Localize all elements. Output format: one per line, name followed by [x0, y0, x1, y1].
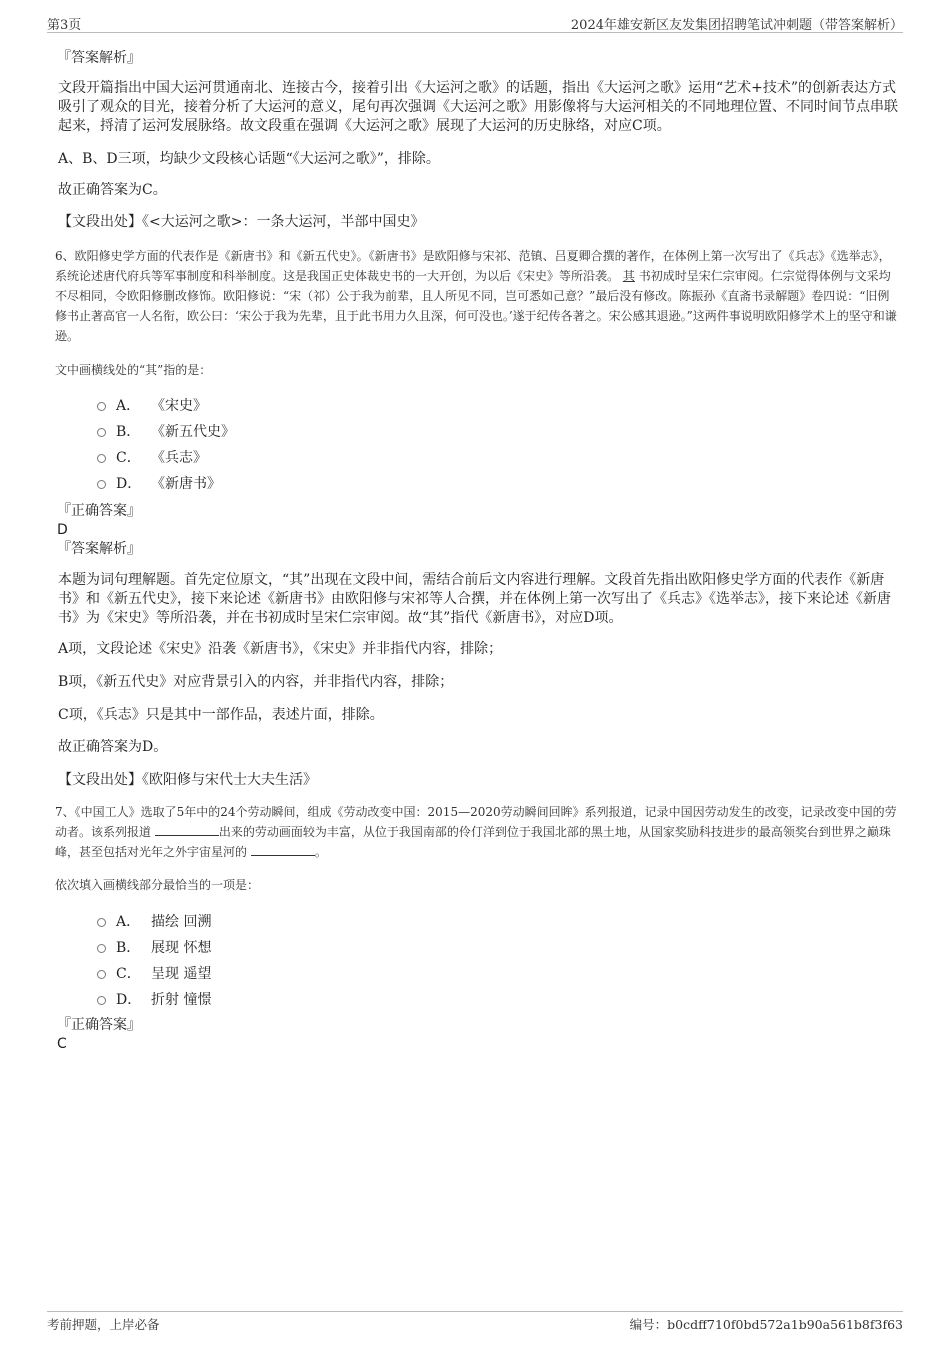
radio-icon[interactable]: [97, 480, 106, 489]
radio-icon[interactable]: [97, 454, 106, 463]
q6-stem: 6、欧阳修史学方面的代表作是《新唐书》和《新五代史》。《新唐书》是欧阳修与宋祁、范镇、吕夏卿合撰的著作，在体例上第一次写出了《兵志》《选举志》，系统论述唐代府兵等军事制度和科举制度。这是我国正史体裁史书的一大开创，为以后《宋史》等所沿袭。 其 书初成时呈宋仁宗审阅。仁宗觉得体例与文采均不尽相同，令欧阳修删改修饰。欧阳修说：“宋（祁）公于我为前辈，且人所见不同，岂可悉如己意？”最后没有修改。陈振孙《直斋书录解题》卷四说：“旧例修书止著高官一人名衔，欧公曰：‘宋公于我为先辈，且于此书用力久且深，何可没也。’遂于纪传各著之。宋公感其退逊。”这两件事说明欧阳修学术上的坚守和谦逊。: [55, 249, 897, 343]
q6-conclusion: 故正确答案为D。: [58, 739, 168, 755]
q7-question: 依次填入画横线部分最恰当的一项是：: [55, 878, 260, 892]
radio-icon[interactable]: [97, 428, 106, 437]
document-code: 编号：b0cdff710f0bd572a1b90a561b8f3f63: [629, 1317, 903, 1332]
q6-c-note: C项，《兵志》只是其中一部作品，表述片面，排除。: [58, 707, 384, 723]
q5-conclusion: 故正确答案为C。: [58, 182, 167, 198]
q6-options: [97, 393, 900, 497]
q5-exclude: A、B、D三项，均缺少文段核心话题“《大运河之歌》”，排除。: [58, 151, 440, 167]
q5-analysis: 文段开篇指出中国大运河贯通南北、连接古今，接着引出《大运河之歌》的话题，指出《大运河之歌》运用“艺术+技术”的创新表达方式吸引了观众的目光，接着分析了大运河的意义，尾句再次强调《大运河之歌》用影像将与大运河相关的不同地理位置、不同时间节点串联起来，捋清了运河发展脉络。故文段重在强调《大运河之歌》展现了大运河的历史脉络，对应C项。: [58, 80, 898, 134]
q7-blank-2: [251, 844, 315, 856]
q7-blank-1: [155, 824, 219, 836]
q7-stem: 7、《中国工人》选取了5年中的24个劳动瞬间，组成《劳动改变中国：2015—2020劳动瞬间回眸》系列报道，记录中国因劳动发生的改变，记录改变中国的劳动者。该系列报道 出来的劳动画面较为丰富，从位于我国南部的伶仃洋到位于我国北部的黑土地，从国家奖励科技进步的最高领奖台到世界之巅珠峰，甚至包括对光年之外宇宙星河的 。: [55, 805, 897, 859]
page-footer: [47, 1311, 903, 1336]
q6-option-d[interactable]: D． 《新唐书》: [97, 471, 900, 497]
document-title: 2024年雄安新区友发集团招聘笔试冲刺题（带答案解析）: [570, 18, 903, 33]
q7-option-b[interactable]: B． 展现 怀想: [97, 935, 900, 961]
q7-option-d[interactable]: D． 折射 憧憬: [97, 987, 900, 1013]
q6-question: 文中画横线处的“其”指的是：: [55, 363, 212, 377]
q7-options: [97, 909, 900, 1013]
radio-icon[interactable]: [97, 918, 106, 927]
q6-b-note: B项，《新五代史》对应背景引入的内容，并非指代内容，排除；: [58, 674, 454, 690]
q5-analysis-tag: 『答案解析』: [57, 50, 141, 66]
q6-analysis: 本题为词句理解题。首先定位原文，“其”出现在文段中间，需结合前后文内容进行理解。文段首先指出欧阳修史学方面的代表作《新唐书》和《新五代史》，接下来论述《新唐书》由欧阳修与宋祁等人合撰，并在体例上第一次写出了《兵志》《选举志》，接下来论述《新唐书》为《宋史》等所沿袭，并在书初成时呈宋仁宗审阅。故“其”指代《新唐书》，对应D项。: [58, 572, 891, 626]
content: [55, 40, 900, 1053]
page-number: 第3页: [47, 18, 82, 33]
q7-option-a[interactable]: A． 描绘 回溯: [97, 909, 900, 935]
q6-option-b[interactable]: B． 《新五代史》: [97, 419, 900, 445]
page-header: [47, 12, 903, 33]
q7-option-c[interactable]: C． 呈现 遥望: [97, 961, 900, 987]
q6-option-c[interactable]: C． 《兵志》: [97, 445, 900, 471]
q6-answer-tag: 『正确答案』: [57, 503, 141, 519]
q6-underlined-word: 其: [622, 269, 635, 283]
q6-a-note: A项，文段论述《宋史》沿袭《新唐书》，《宋史》并非指代内容，排除；: [58, 641, 503, 657]
radio-icon[interactable]: [97, 944, 106, 953]
q6-answer: D: [57, 522, 68, 538]
q7-answer-tag: 『正确答案』: [57, 1017, 141, 1033]
q7-answer: C: [57, 1036, 67, 1052]
q5-source: 【文段出处】《<大运河之歌>：一条大运河，半部中国史》: [58, 214, 425, 230]
radio-icon[interactable]: [97, 402, 106, 411]
q6-source: 【文段出处】《欧阳修与宋代士大夫生活》: [58, 772, 317, 788]
footer-slogan: 考前押题，上岸必备: [47, 1317, 160, 1332]
q6-analysis-tag: 『答案解析』: [57, 541, 141, 557]
q6-option-a[interactable]: A． 《宋史》: [97, 393, 900, 419]
radio-icon[interactable]: [97, 996, 106, 1005]
radio-icon[interactable]: [97, 970, 106, 979]
